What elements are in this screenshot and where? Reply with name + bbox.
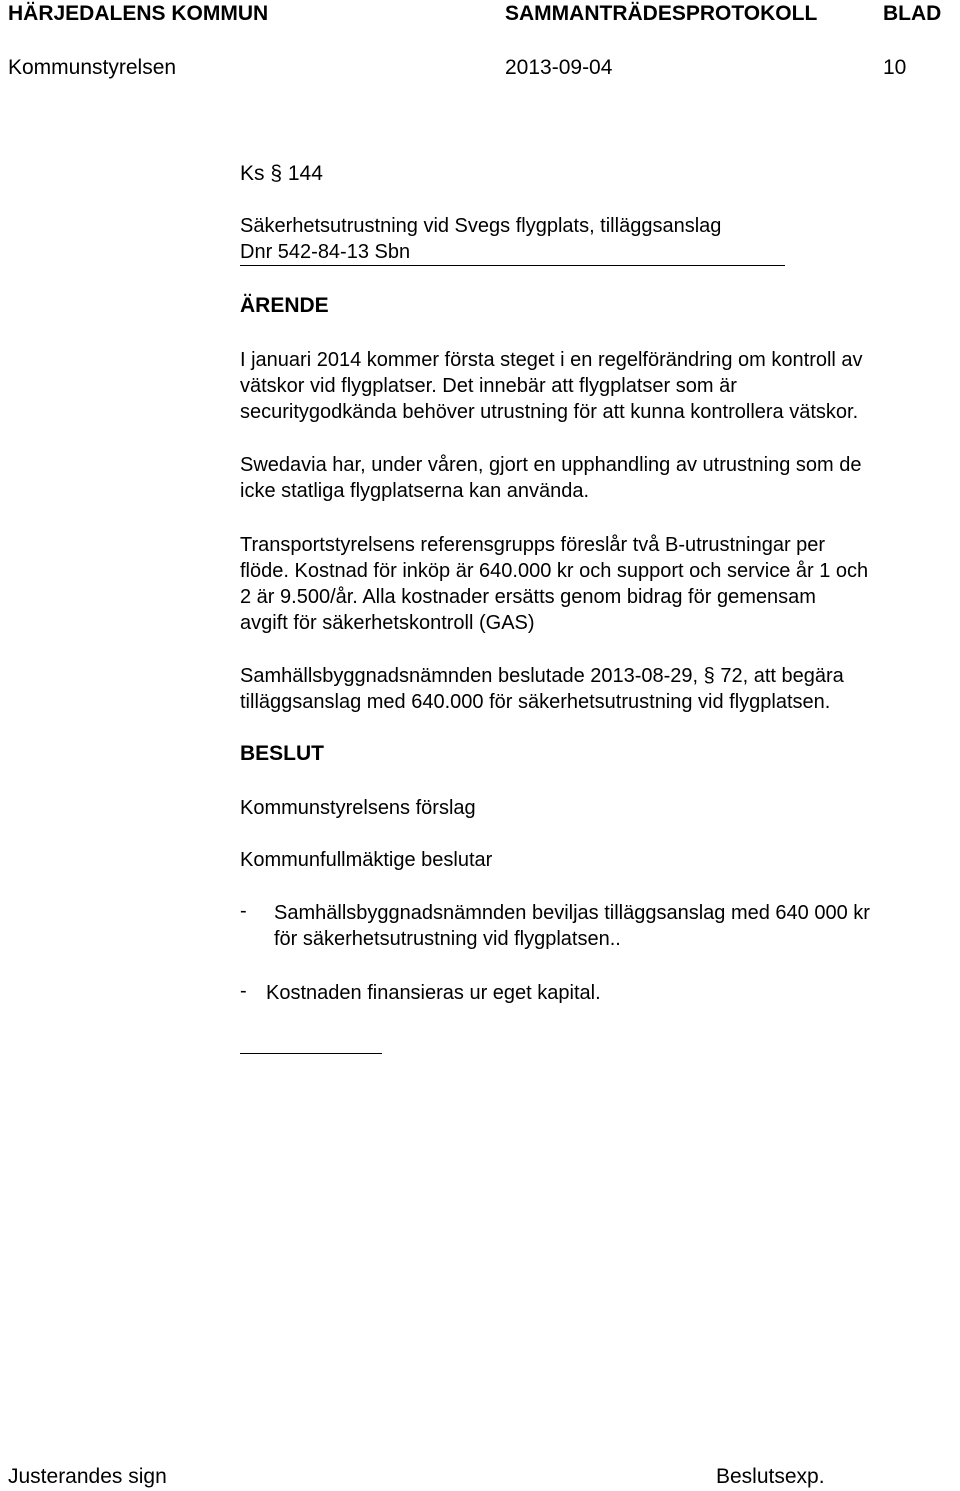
case-dnr: Dnr 542-84-13 Sbn [240,241,411,263]
beslut-decides: Kommunfullmäktige beslutar [240,849,493,871]
committee-name: Kommunstyrelsen [8,56,177,79]
page-number: 10 [883,56,907,79]
footer-sign: Justerandes sign [8,1465,167,1488]
arende-p1-line1: I januari 2014 kommer första steget i en regelförändring om kontroll av [240,349,863,371]
arende-p1-line3: securitygodkända behöver utrustning för att kunna kontrollera vätskor. [240,401,859,423]
document-type: SAMMANTRÄDESPROTOKOLL [505,2,818,25]
decision-item-1-line1: Samhällsbyggnadsnämnden beviljas tilläggsanslag med 640 000 kr [274,902,870,924]
arende-p3-line2: flöde. Kostnad för inköp är 640.000 kr och support och service år 1 och [240,560,869,582]
beslut-proposal: Kommunstyrelsens förslag [240,797,476,819]
case-number: Ks § 144 [240,162,323,185]
arende-p3-line3: 2 är 9.500/år. Alla kostnader ersätts genom bidrag för gemensam [240,586,816,608]
case-title: Säkerhetsutrustning vid Svegs flygplats, tilläggsanslag [240,215,722,237]
title-underline [240,265,785,266]
beslut-heading: BESLUT [240,742,324,765]
arende-p3-line1: Transportstyrelsens referensgrupps föreslår två B-utrustningar per [240,534,826,556]
decision-item-2-line1: Kostnaden finansieras ur eget kapital. [266,982,601,1004]
decision-item-dash: - [240,900,247,922]
arende-p2-line2: icke statliga flygplatserna kan använda. [240,480,590,502]
arende-p4-line1: Samhällsbyggnadsnämnden beslutade 2013-08-29, § 72, att begära [240,665,844,687]
footer-exp: Beslutsexp. [716,1465,825,1488]
arende-heading: ÄRENDE [240,294,329,317]
meeting-date: 2013-09-04 [505,56,613,79]
municipality-name: HÄRJEDALENS KOMMUN [8,2,269,25]
blad-label: BLAD [883,2,942,25]
arende-p1-line2: vätskor vid flygplatser. Det innebär att flygplatser som är [240,375,737,397]
decision-item-1-line2: för säkerhetsutrustning vid flygplatsen.. [274,928,621,950]
arende-p2-line1: Swedavia har, under våren, gjort en upphandling av utrustning som de [240,454,862,476]
end-rule [240,1053,382,1054]
arende-p4-line2: tilläggsanslag med 640.000 för säkerhetsutrustning vid flygplatsen. [240,691,831,713]
decision-item-dash: - [240,980,247,1002]
arende-p3-line4: avgift för säkerhetskontroll (GAS) [240,612,535,634]
